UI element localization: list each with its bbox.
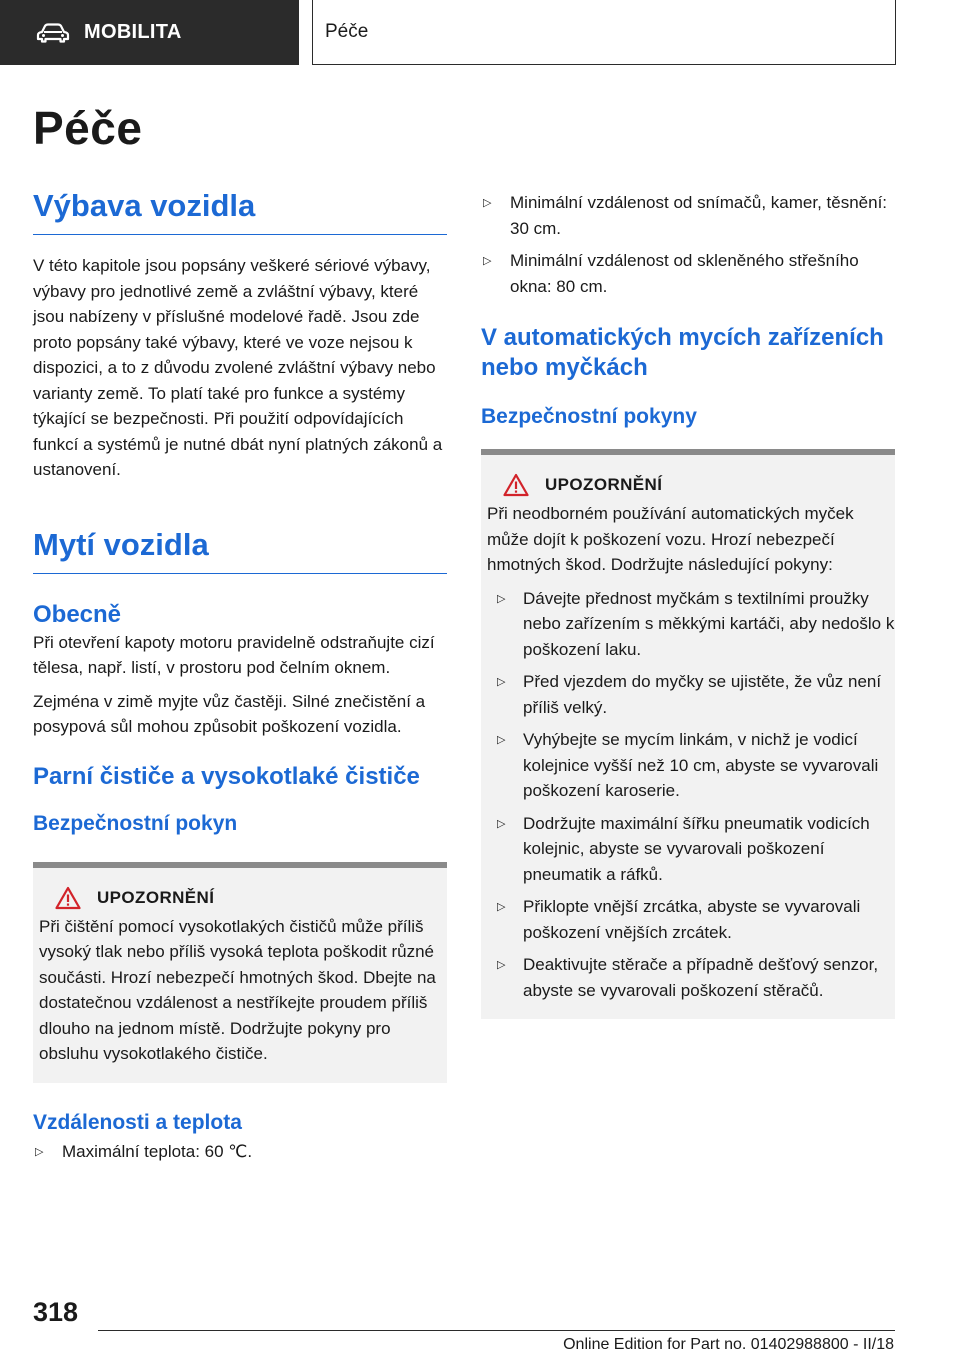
list-item: ▷ Před vjezdem do myčky se ujistěte, že vůz není příliš velký. (497, 672, 882, 717)
section-title-washing: Mytí vozidla (33, 527, 447, 574)
warning-header (33, 886, 447, 910)
section-title-equipment: Výbava vozidla (33, 188, 447, 235)
warning-triangle-icon (55, 886, 81, 910)
triangle-bullet-icon: ▷ (497, 592, 506, 605)
list-item: ▷ Dodržujte maximální šířku pneumatik vodicích kolejnic, abyste se vyvarovali poškození pneumatik a ráfků. (497, 813, 870, 884)
general-paragraph-2: Zejména v zimě myjte vůz častěji. Silné znečistění a posypová sůl mohou způsobit poškození vozidla. (33, 691, 426, 736)
subsection-title-car-wash: V automatických mycích zařízeních nebo myčkách (481, 324, 884, 381)
subsection-title-general: Obecně (33, 600, 122, 628)
warning-text: Při čištění pomocí vysokotlakých čističů může příliš vysoký tlak nebo příliš vysoká teplota poškodit různé součásti. Hrozí nebezpečí hmotných škod. Dbejte na dostatečnou vzdálenost a nestříkejte proudem příliš dlouho na jednom místě. Dodržujte pokyny pro obsluhu vysokotlakého čističe. (39, 916, 436, 1063)
warning-label: UPOZORNĚNÍ (545, 475, 663, 494)
warning-label: UPOZORNĚNÍ (97, 887, 215, 907)
triangle-bullet-icon: ▷ (497, 676, 506, 688)
distance-list-left (33, 1139, 447, 1165)
triangle-bullet-icon: ▷ (497, 817, 506, 830)
triangle-bullet-icon: ▷ (497, 959, 506, 971)
warning-box-car-wash (481, 449, 895, 1019)
car-icon (36, 23, 70, 43)
list-item: ▷ Maximální teplota: 60 ℃. (35, 1141, 253, 1161)
warning-text: Při neodborném používání automatických myček může dojít k poškození vozu. Hrozí nebezpečí hmotných škod. Dodržujte následující pokyny: (487, 504, 854, 574)
breadcrumb-text: Péče (325, 21, 369, 42)
list-item: ▷ Deaktivujte stěrače a případně dešťový senzor, abyste se vyvarovali poškození stěračů. (497, 955, 879, 1000)
warning-box-steam (33, 862, 447, 1083)
left-column (33, 188, 447, 1164)
general-paragraph-1: Při otevření kapoty motoru pravidelně odstraňujte cizí tělesa, např. listí, v prostoru pod čelním oknem. (33, 632, 435, 677)
list-item: ▷ Přiklopte vnější zrcátka, abyste se vyvarovali poškození vnějších zrcátek. (497, 897, 861, 942)
triangle-bullet-icon: ▷ (497, 734, 506, 746)
safety-notes-title: Bezpečnostní pokyny (481, 405, 697, 428)
chapter-title: MOBILITA (84, 21, 182, 43)
distance-title: Vzdálenosti a teplota (33, 1110, 242, 1134)
list-item: ▷ Dávejte přednost myčkám s textilními proužky nebo zařízením s měkkými kartáči, aby nedošlo k poškození laku. (497, 588, 895, 659)
warning-header (481, 473, 895, 497)
edition-note: Online Edition for Part no. 01402988800 - II/18 (563, 1336, 894, 1353)
triangle-bullet-icon: ▷ (497, 901, 506, 913)
list-item: ▷ Vyhýbejte se mycím linkám, v nichž je vodicí kolejnice vyšší než 10 cm, abyste se vyvarovali poškození karoserie. (497, 730, 879, 800)
list-item: ▷ Minimální vzdálenost od skleněného střešního okna: 80 cm. (483, 251, 859, 296)
equipment-paragraph: V této kapitole jsou popsány veškeré sériové výbavy, výbavy pro jednotlivé země a zvláštní výbavy, které jsou nabízeny v příslušné modelové řadě. Jsou zde proto popsány také výbavy, které ve voze nejsou k dispozici, a to z důvodu zvolené zvláštní výbavy nebo varianty země. To platí také pro funkce a systémy týkající se bezpečnosti. Při použití odpovídajících funkcí a systémů je nutné dbát nyní platných zákonů a ustanovení. (33, 256, 443, 479)
footer-divider (98, 1330, 895, 1331)
right-column (481, 190, 895, 1019)
triangle-bullet-icon: ▷ (35, 1145, 44, 1158)
warning-list (481, 586, 895, 1004)
subsection-title-steam-cleaners: Parní čističe a vysokotlaké čističe (33, 762, 420, 790)
distance-list-right (481, 190, 895, 299)
breadcrumb (312, 0, 896, 65)
list-item: ▷ Minimální vzdálenost od snímačů, kamer, těsnění: 30 cm. (483, 193, 888, 238)
safety-note-title: Bezpečnostní pokyn (33, 811, 238, 835)
page-number: 318 (33, 1297, 79, 1327)
triangle-bullet-icon: ▷ (483, 255, 492, 267)
page-title: Péče (33, 102, 143, 154)
chapter-tab (0, 0, 299, 65)
triangle-bullet-icon: ▷ (483, 197, 492, 209)
warning-triangle-icon (503, 473, 529, 497)
